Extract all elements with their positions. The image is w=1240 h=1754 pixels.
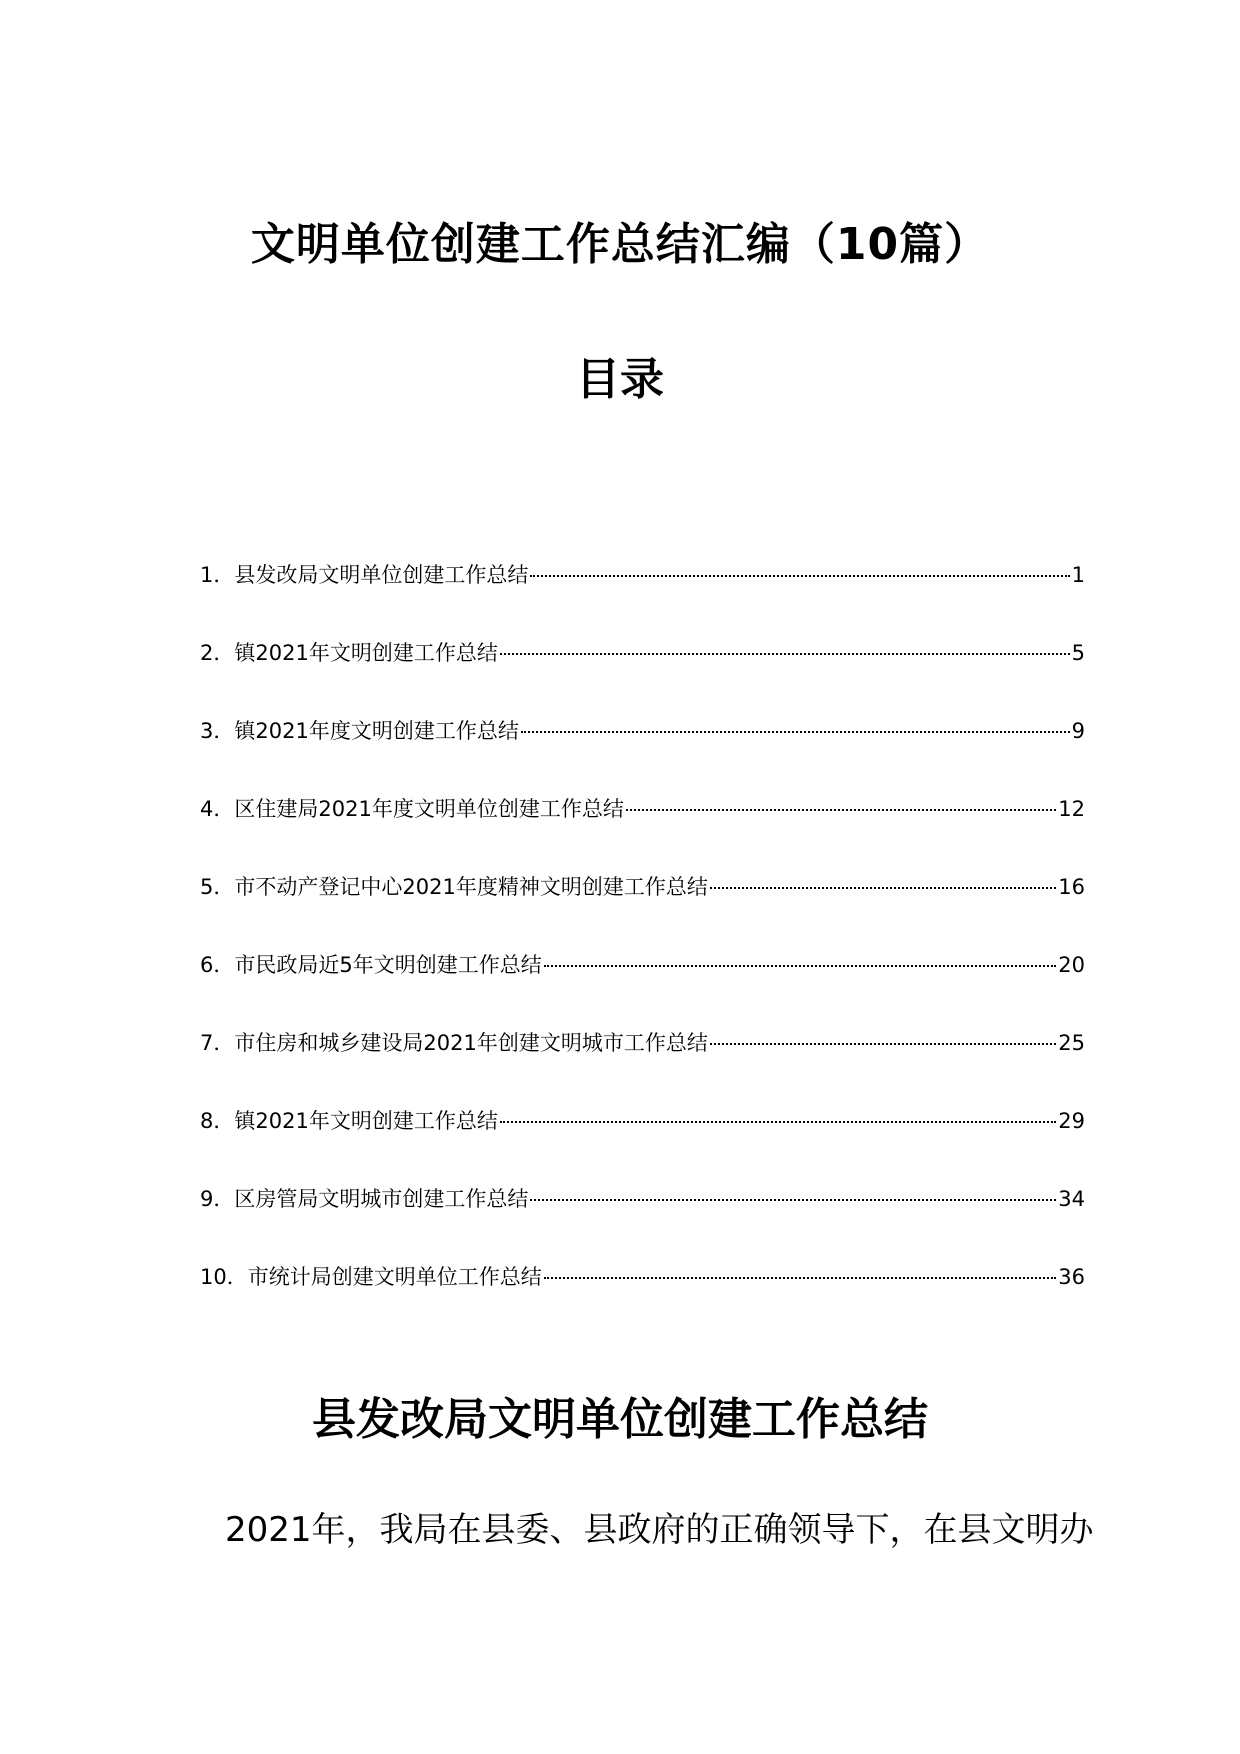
body-paragraph: 2021年，我局在县委、县政府的正确领导下，在县文明办 <box>225 1510 1094 1550</box>
toc-dot-leader <box>710 1043 1056 1045</box>
toc-dot-leader <box>544 1277 1057 1279</box>
toc-entry-title[interactable]: 市民政局近5年文明创建工作总结 <box>234 953 542 977</box>
toc-entry-title[interactable]: 区房管局文明城市创建工作总结 <box>234 1187 529 1211</box>
toc-entry-number: 3 <box>200 719 214 743</box>
toc-dot-leader <box>544 965 1057 967</box>
toc-entry-separator: ． <box>213 1187 235 1211</box>
toc-entry[interactable] <box>200 560 1085 638</box>
toc-dot-leader <box>521 731 1070 733</box>
toc-entry-separator: ． <box>226 1265 248 1289</box>
document-title: 文明单位创建工作总结汇编（10篇） <box>250 219 990 270</box>
toc-entry-page: 9 <box>1071 719 1085 743</box>
toc-entry[interactable] <box>200 1262 1085 1340</box>
toc-entry-number: 8 <box>200 1109 214 1133</box>
toc-entry-number: 9 <box>200 1187 214 1211</box>
toc-heading: 目录 <box>576 354 664 405</box>
toc-entry-title[interactable]: 市不动产登记中心2021年度精神文明创建工作总结 <box>234 875 708 899</box>
toc-entry[interactable] <box>200 872 1085 950</box>
toc-entry[interactable] <box>200 1028 1085 1106</box>
toc-entry[interactable] <box>200 1184 1085 1262</box>
toc-entry-separator: ． <box>213 875 235 899</box>
toc-entry-number: 5 <box>200 875 214 899</box>
toc-entry-number: 2 <box>200 641 214 665</box>
toc-entry-title[interactable]: 镇2021年度文明创建工作总结 <box>234 719 519 743</box>
toc-entry-title[interactable]: 区住建局2021年度文明单位创建工作总结 <box>234 797 624 821</box>
toc-entry[interactable] <box>200 716 1085 794</box>
toc-entry-separator: ． <box>213 641 235 665</box>
toc-entry-page: 29 <box>1058 1109 1085 1133</box>
toc-dot-leader <box>710 887 1056 889</box>
toc-entry-number: 4 <box>200 797 214 821</box>
toc-entry-separator: ． <box>213 719 235 743</box>
toc-entry[interactable] <box>200 950 1085 1028</box>
section-title: 县发改局文明单位创建工作总结 <box>312 1394 928 1445</box>
toc-entry-page: 25 <box>1058 1031 1085 1055</box>
toc-entry-page: 16 <box>1058 875 1085 899</box>
toc-entry-page: 5 <box>1071 641 1085 665</box>
toc-entry-page: 36 <box>1058 1265 1085 1289</box>
toc-entry-number: 6 <box>200 953 214 977</box>
toc-entry-number: 7 <box>200 1031 214 1055</box>
toc-entry-page: 34 <box>1058 1187 1085 1211</box>
toc-entry-separator: ． <box>213 797 235 821</box>
toc-entry-title[interactable]: 县发改局文明单位创建工作总结 <box>234 563 529 587</box>
toc-dot-leader <box>530 1199 1056 1201</box>
toc-entry-page: 12 <box>1058 797 1085 821</box>
toc-entry-page: 20 <box>1058 953 1085 977</box>
toc-entry[interactable] <box>200 638 1085 716</box>
toc-entry-separator: ． <box>213 1031 235 1055</box>
toc-entry[interactable] <box>200 794 1085 872</box>
toc-entry-title[interactable]: 镇2021年文明创建工作总结 <box>234 1109 498 1133</box>
toc-dot-leader <box>626 809 1056 811</box>
toc-entry-title[interactable]: 市统计局创建文明单位工作总结 <box>247 1265 542 1289</box>
toc-dot-leader <box>500 1121 1056 1123</box>
toc-entry-number: 10 <box>200 1265 227 1289</box>
toc-entry-number: 1 <box>200 563 214 587</box>
toc-entry-separator: ． <box>213 1109 235 1133</box>
toc-entry-title[interactable]: 镇2021年文明创建工作总结 <box>234 641 498 665</box>
toc-dot-leader <box>530 575 1069 577</box>
toc-dot-leader <box>500 653 1070 655</box>
toc-entry[interactable] <box>200 1106 1085 1184</box>
toc-entry-title[interactable]: 市住房和城乡建设局2021年创建文明城市工作总结 <box>234 1031 708 1055</box>
table-of-contents <box>200 560 1085 1340</box>
toc-entry-page: 1 <box>1071 563 1085 587</box>
toc-entry-separator: ． <box>213 953 235 977</box>
toc-entry-separator: ． <box>213 563 235 587</box>
